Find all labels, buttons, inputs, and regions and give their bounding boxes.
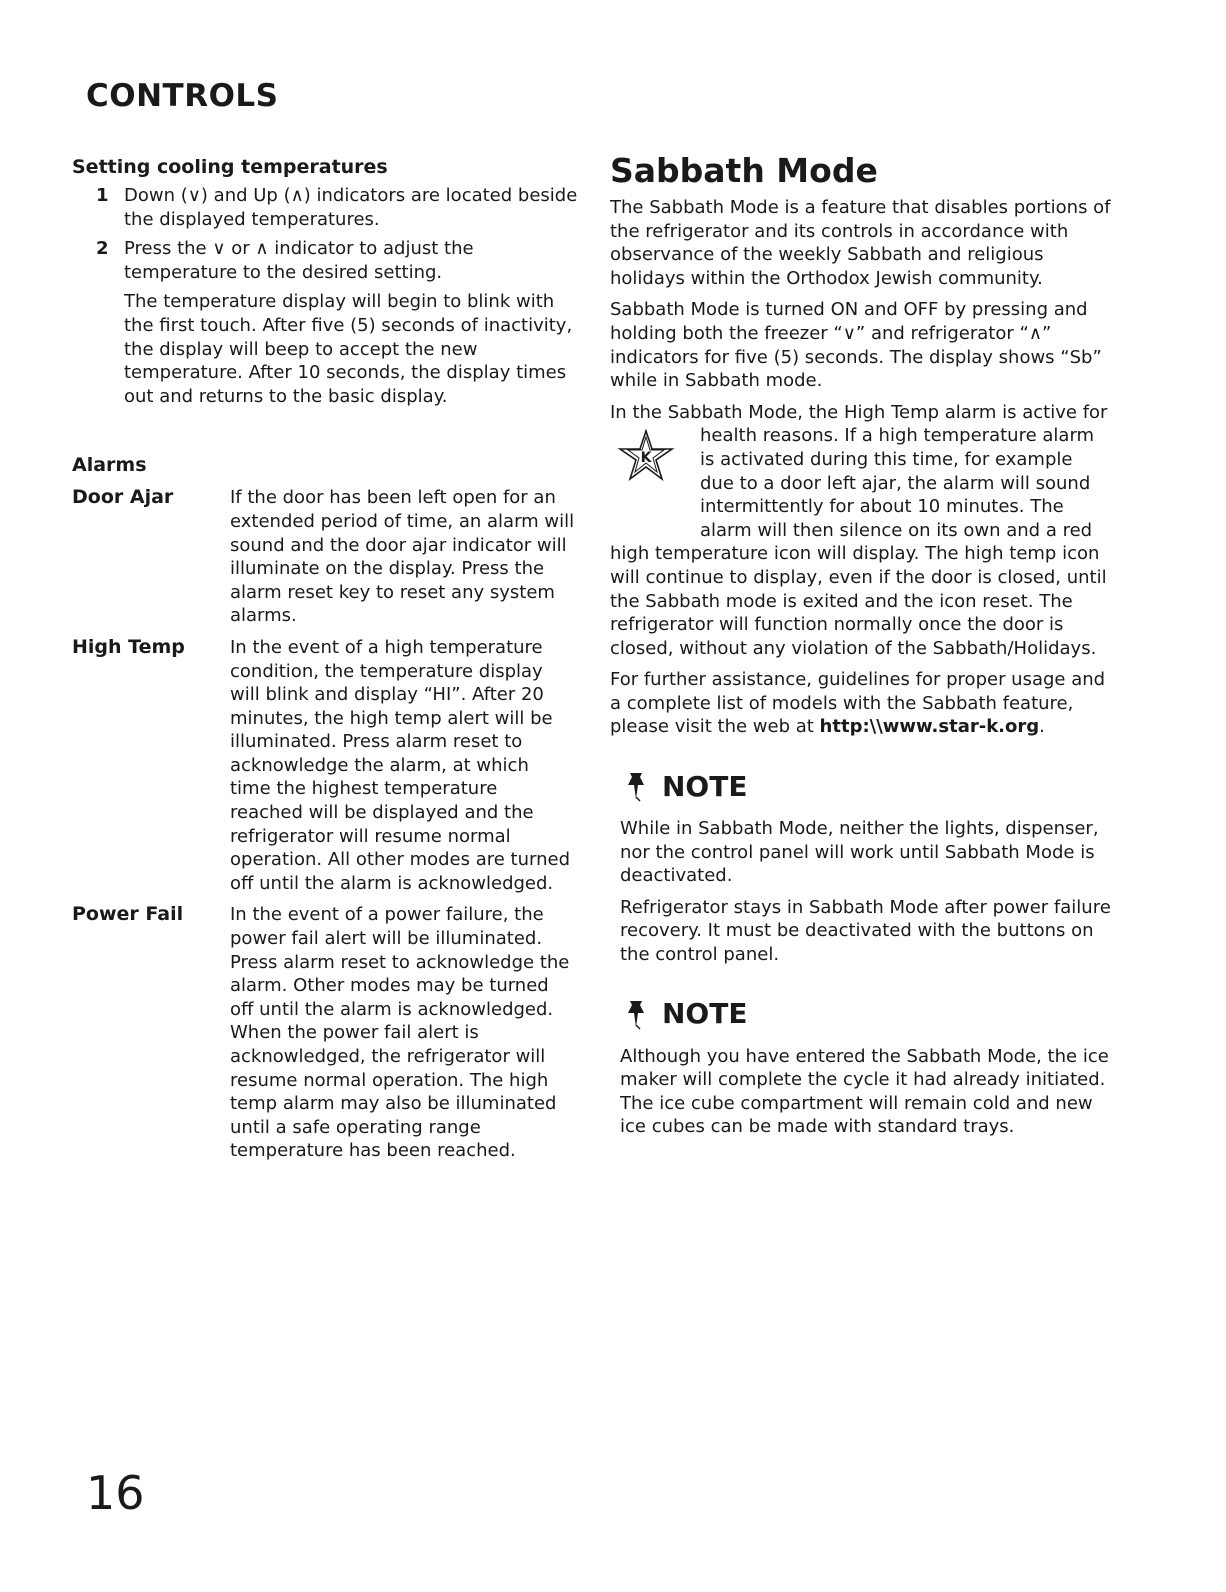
star-k-link[interactable]: http:\\www.star-k.org: [819, 716, 1040, 738]
alarm-term-door-ajar: Door Ajar: [72, 486, 174, 509]
cooling-heading: Setting cooling temperatures: [72, 156, 388, 178]
cooling-extra-text: The temperature display will begin to blink with the first touch. After five (5) seconds of inactivity, the display will beep to accept the new temperature. After 10 seconds, the display times out and returns to the basic display.: [124, 291, 573, 407]
sabbath-paragraph: Sabbath Mode is turned ON and OFF by pressing and holding both the freezer “∨” and refrigerator “∧” indicators for five (5) seconds. The display shows “Sb” while in Sabbath mode.: [610, 299, 1102, 392]
assistance-text: For further assistance, guidelines for proper usage and a complete list of models with the Sabbath feature, please visit the web at: [610, 669, 1106, 738]
sabbath-line: alarm will then silence on its own and a red: [700, 519, 1093, 541]
sabbath-line: high temperature icon will display. The high temp icon will continue to display, even if the door is closed, until the Sabbath mode is exited and the icon reset. The refrigerator will function normally once the door is closed, without any violation of the Sabbath/Holidays.: [610, 543, 1107, 659]
note-block: [620, 997, 1120, 1139]
note-title: NOTE: [662, 997, 748, 1031]
alarm-desc-high-temp: In the event of a high temperature condition, the temperature display will blink and display “HI”. After 20 minutes, the high temp alert will be illuminated. Press alarm reset to acknowledge the alarm, at which time the highest temperature reached will be displayed and the refrigerator will resume normal operation. All other modes are turned off until the alarm is acknowledged.: [230, 636, 571, 894]
sabbath-line: due to a door left ajar, the alarm will sound: [700, 472, 1091, 494]
note-paragraph: Refrigerator stays in Sabbath Mode after power failure recovery. It must be deactivated with the buttons on the control panel.: [620, 896, 1111, 966]
sabbath-line: intermittently for about 10 minutes. The: [700, 496, 1064, 518]
alarm-desc-power-fail: In the event of a power failure, the power fail alert will be illuminated. Press alarm reset to acknowledge the alarm. Other modes may be turned off until the alarm is acknowledged. When the power fail alert is acknowledged, the refrigerator will resume normal operation. The high temp alarm may also be illuminated until a safe operating range temperature has been reached.: [230, 904, 570, 1162]
sabbath-paragraph: [610, 668, 1120, 739]
cooling-step: [72, 237, 580, 284]
alarm-term-power-fail: Power Fail: [72, 903, 184, 926]
left-column: [72, 156, 580, 1171]
pushpin-icon: [620, 769, 656, 803]
pushpin-icon: [620, 997, 656, 1031]
page-title: CONTROLS: [86, 78, 279, 114]
sabbath-paragraph: [610, 401, 1120, 661]
alarm-term-high-temp: High Temp: [72, 635, 185, 658]
alarm-item: [72, 636, 580, 896]
note-paragraph: While in Sabbath Mode, neither the lights, dispenser, nor the control panel will work until Sabbath Mode is deactivated.: [620, 818, 1099, 887]
url-period: .: [1039, 716, 1045, 738]
alarm-item: [72, 486, 580, 628]
step-number: 1: [96, 185, 109, 206]
note-block: [620, 769, 1120, 967]
star-k-icon: [616, 429, 676, 485]
alarm-item: [72, 903, 580, 1163]
sabbath-line: In the Sabbath Mode, the High Temp alarm is active for: [610, 401, 1108, 423]
note-header: [620, 769, 1120, 803]
step-text: Down (∨) and Up (∧) indicators are located beside the displayed temperatures.: [124, 185, 578, 230]
alarm-desc-door-ajar: If the door has been left open for an extended period of time, an alarm will sound and the door ajar indicator will illuminate on the display. Press the alarm reset key to reset any system alarms.: [230, 487, 575, 627]
page-number: 16: [86, 1466, 145, 1520]
note-title: NOTE: [662, 769, 748, 803]
right-column: [610, 151, 1120, 1147]
note-header: [620, 997, 1120, 1031]
kosher-letter: K: [640, 449, 652, 466]
step-text: Press the ∨ or ∧ indicator to adjust the temperature to the desired setting.: [124, 238, 474, 283]
sabbath-paragraph: The Sabbath Mode is a feature that disables portions of the refrigerator and its controls in accordance with observance of the weekly Sabbath and religious holidays within the Orthodox Jewish community.: [610, 197, 1111, 289]
sabbath-star-paragraph: [610, 401, 1120, 661]
sabbath-line: health reasons. If a high temperature alarm: [700, 425, 1095, 447]
cooling-step: [72, 184, 580, 231]
step-number: 2: [96, 238, 109, 260]
cooling-steps: [72, 184, 580, 284]
alarms-heading: Alarms: [72, 454, 147, 477]
sabbath-line: is activated during this time, for example: [700, 448, 1073, 470]
sabbath-title: Sabbath Mode: [610, 151, 878, 190]
note-paragraph: Although you have entered the Sabbath Mode, the ice maker will complete the cycle it had already initiated. The ice cube compartment will remain cold and new ice cubes can be made with standard trays.: [620, 1045, 1109, 1138]
